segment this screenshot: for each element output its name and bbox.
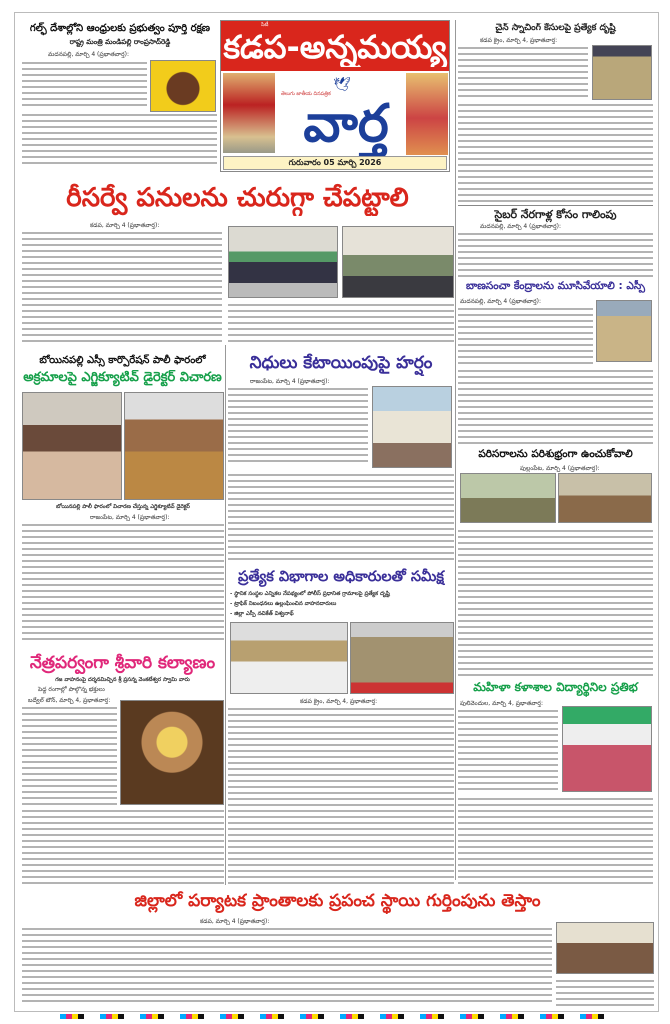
resurvey-meeting-photo [228, 226, 338, 298]
dove-icon: 🕊 [333, 77, 351, 93]
chain-dateline: కడప క్రైం, మార్చి 4, ప్రభాతవార్త: [480, 37, 558, 44]
boyanapalli-body [22, 522, 224, 644]
fireworks-sp-photo [596, 300, 652, 362]
cleanliness-photo-1 [460, 473, 556, 523]
resurvey-body [22, 230, 222, 345]
tourism-body-2 [556, 978, 654, 1006]
review-meeting-photo [230, 622, 348, 694]
chain-sp-photo [592, 45, 652, 100]
masthead-brand: వార్త [303, 94, 389, 154]
boyanapalli-headline: అక్రమాలపై ఎగ్జిక్యూటివ్ డైరెక్టర్ విచారణ [23, 370, 222, 385]
review-sp-photo [350, 622, 454, 694]
cleanliness-photo-2 [558, 473, 652, 523]
divider [458, 205, 653, 206]
column-rule [225, 345, 226, 885]
tourism-collector-photo [556, 922, 654, 974]
boyanapalli-dateline: రాజంపేట, మార్చి 4 (ప్రభాతవార్త): [90, 514, 170, 521]
college-headline: మహిళా కళాశాల విద్యార్థినిల ప్రతిభ [473, 680, 638, 694]
funds-body [228, 386, 368, 466]
college-body [458, 708, 558, 793]
kalyanam-body [22, 705, 117, 805]
cyber-dateline: మదనపల్లి, మార్చి 4 (ప్రభాతవార్త): [480, 223, 561, 230]
kalyanam-kicker: పెద్ద రంగాల్లో పాల్గొన్న భక్తులు [38, 686, 105, 693]
tourism-dateline: కడప, మార్చి 4 (ప్రభాతవార్త): [200, 918, 270, 925]
cyber-body [458, 231, 653, 277]
fireworks-body [458, 306, 593, 366]
college-body-2 [458, 796, 653, 884]
resurvey-body-2 [228, 302, 454, 346]
gulf-minister-photo [150, 60, 216, 112]
fireworks-dateline: మదనపల్లి, మార్చి 4 (ప్రభాతవార్త): [460, 298, 541, 305]
funds-photo [372, 386, 452, 468]
masthead-tagline: తెలుగు జాతీయ దినపత్రిక [281, 91, 331, 97]
chain-body-2 [458, 102, 653, 204]
boyanapalli-kicker: బోయినపల్లి ఎస్సీ కార్పొరేషన్ పాలీ ఫారంలో [39, 355, 206, 366]
kalyanam-body-2 [22, 808, 224, 884]
review-dateline: కడప క్రైం, మార్చి 4, ప్రభాతవార్త: [300, 698, 378, 705]
tourism-headline: జిల్లాలో పర్యాటక ప్రాంతాలకు ప్రపంచ స్థాయి గుర్తింపును తెస్తాం [134, 891, 541, 911]
kalyanam-subhead: గజ వాహనంపై దర్శనమిచ్చిన శ్రీ ప్రసన్న వెంకటేశ్వర స్వామి వారు [55, 677, 190, 683]
resurvey-officials-photo [342, 226, 454, 298]
column-rule [455, 20, 456, 880]
color-registration-strip [60, 1014, 620, 1019]
fireworks-body-2 [458, 368, 653, 448]
resurvey-dateline: కడప, మార్చి 4 (ప్రభాతవార్త): [90, 222, 160, 229]
review-headline: ప్రత్యేక విభాగాల అధికారులతో సమీక్ష [238, 569, 444, 585]
masthead [220, 20, 450, 172]
review-bullet-2: - ట్రాఫిక్ నిబంధనలు ఉల్లంఘించిన వాహనదారులు [230, 601, 337, 607]
cleanliness-dateline: పుల్లంపేట, మార్చి 4 (ప్రభాతవార్త): [520, 465, 600, 472]
review-bullet-1: - స్థానిక సంస్థల ఎన్నికల నేపథ్యంలో పోలీస్ ప్రధానిత గ్రామాలపై ప్రత్యేక దృష్టి [230, 591, 390, 597]
boyanapalli-photo-1 [22, 392, 122, 500]
college-students-photo [562, 706, 652, 792]
gulf-body-2 [22, 112, 217, 168]
resurvey-headline: రీసర్వే పనులను చురుగ్గా చేపట్టాలి [66, 183, 409, 213]
review-bullet-3: - జిల్లా ఎస్పీ నచికేత్ విశ్వనాథ్ [230, 611, 294, 617]
gulf-subhead: రాష్ట్ర మంత్రి మండిపల్లి రాంప్రసాద్‌రెడ్డి [69, 38, 171, 46]
fireworks-headline: బాణసంచా కేంద్రాలను మూసివేయాలి : ఎస్పీ [465, 280, 646, 292]
funds-body-2 [228, 472, 454, 564]
college-dateline: పులివెందుల, మార్చి 4, ప్రభాతవార్త: [460, 700, 543, 707]
cleanliness-headline: పరిసరాలను పరిశుభ్రంగా ఉంచుకోవాలి [478, 448, 633, 460]
cyber-headline: సైబర్ నేరగాళ్ల కోసం గాలింపు [494, 208, 617, 221]
gulf-body [22, 60, 147, 110]
masthead-city-label: సిటీ [261, 22, 269, 28]
masthead-date: గురువారం 05 మార్చి 2026 [223, 156, 447, 170]
gulf-dateline: మదనపల్లి, మార్చి 4 (ప్రభాతవార్త): [48, 51, 129, 58]
kalyanam-dateline: బద్వేల్ టౌన్, మార్చి 4, ప్రభాతవార్త: [28, 697, 111, 704]
chain-headline: చైన్ స్నాచింగ్ కేసులపై ప్రత్యేక దృష్టి [495, 23, 616, 33]
deity-image-left [223, 73, 275, 153]
tourism-body [22, 926, 552, 1006]
masthead-title: కడప-అన్నమయ్య [223, 28, 447, 66]
review-body [228, 706, 454, 884]
boyanapalli-caption: బోయినపల్లి పాలీ ఫారంలో విచారణ చేస్తున్న ఎగ్జిక్యూటివ్ డైరెక్టర్ [56, 504, 190, 510]
chain-body [458, 45, 588, 100]
kalyanam-deity-photo [120, 700, 224, 805]
deity-image-right [406, 73, 448, 155]
boyanapalli-photo-2 [124, 392, 224, 500]
gulf-headline: గల్ఫ్ దేశాల్లోని ఆంధ్రులకు ప్రభుత్వం పూర్తి రక్షణ [29, 23, 211, 34]
funds-headline: నిధులు కేటాయింపుపై హర్షం [249, 353, 433, 373]
funds-dateline: రాజంపేట, మార్చి 4 (ప్రభాతవార్త): [250, 378, 330, 385]
kalyanam-headline: నేత్రపర్వంగా శ్రీవారి కల్యాణం [29, 653, 216, 673]
cleanliness-body [458, 528, 653, 676]
